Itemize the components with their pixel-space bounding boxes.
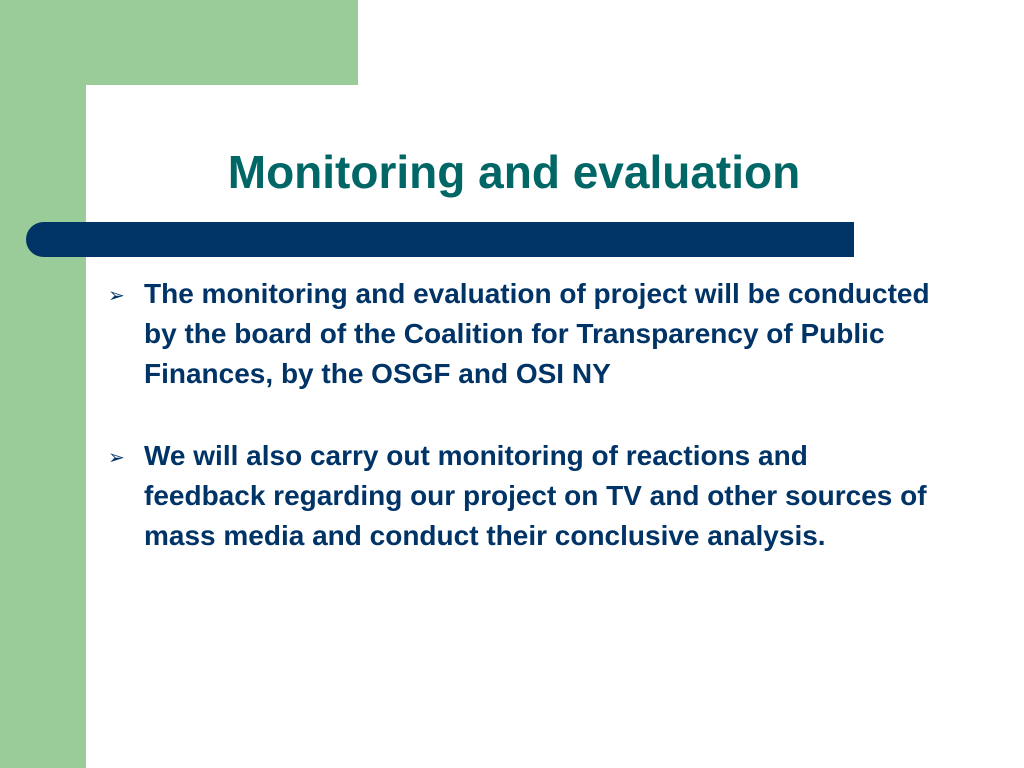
title-underline-bar bbox=[26, 222, 854, 257]
green-accent-left bbox=[0, 0, 86, 768]
slide-title: Monitoring and evaluation bbox=[227, 146, 801, 198]
arrow-bullet-icon: ➢ bbox=[108, 445, 125, 469]
arrow-bullet-icon: ➢ bbox=[108, 283, 125, 307]
bullet-item bbox=[100, 274, 930, 394]
bullet-list bbox=[100, 274, 930, 598]
bullet-item bbox=[100, 436, 930, 556]
bullet-text: We will also carry out monitoring of reactions and feedback regarding our project on TV and other sources of mass media and conduct their conclusive analysis. bbox=[144, 440, 927, 551]
bullet-text: The monitoring and evaluation of project will be conducted by the board of the Coalition for Transparency of Public Finances, by the OSGF and OSI NY bbox=[144, 278, 930, 389]
